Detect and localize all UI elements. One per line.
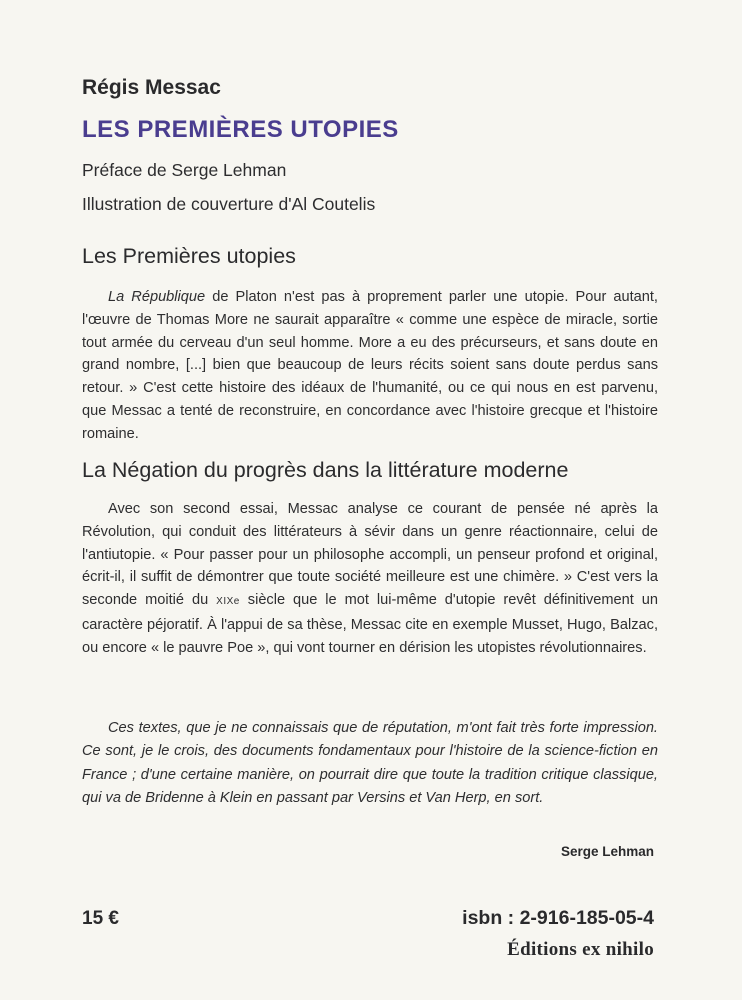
century-numeral: XIXe xyxy=(216,596,240,608)
author-name: Régis Messac xyxy=(82,76,221,99)
section-body-premieres-utopies xyxy=(82,286,658,446)
preface-credit: Préface de Serge Lehman xyxy=(82,160,287,180)
quote-signature: Serge Lehman xyxy=(560,844,654,859)
book-title: LES PREMIÈRES UTOPIES xyxy=(82,116,399,143)
endorsement-quote xyxy=(82,717,658,811)
price-label: 15 € xyxy=(82,908,119,929)
quote-text: Ces textes, que je ne connaissais que de réputation, m'ont fait très forte impression. Ce sont, je le crois, des documents fondamentaux pour l'histoire de la science-fiction en France ; d'une certaine manière, on pourrait dire que toute la tradition critique classique, qui va de Bridenne à Klein en passant par Versins et Van Herp, en sort. xyxy=(82,720,658,807)
publisher-name: Éditions ex nihilo xyxy=(507,939,654,960)
italic-work-title: La République xyxy=(108,289,206,305)
section-body-text-part2: siècle que le mot lui-même d'utopie revêt définitivement un caractère péjoratif. À l'appui de sa thèse, Messac cite en exemple Musset, Hugo, Balzac, ou encore « le pauvre Poe », qui vont tourner en dérision les utopistes révolutionnaires. xyxy=(82,592,658,656)
isbn-label: isbn : 2-916-185-05-4 xyxy=(462,907,654,929)
section-body-text: de Platon n'est pas à proprement parler une utopie. Pour autant, l'œuvre de Thomas More ne saurait apparaître « comme une espèce de miracle, sortie tout armée du cerveau d'un seul homme. More a eu des précurseurs, et sans doute en grand nombre, [...] bien que beaucoup de leurs récits soient sans doute perdus sans retour. » C'est cette histoire des idéaux de l'humanité, ou ce qui nous en est parvenu, que Messac a tenté de reconstruire, en concordance avec l'histoire grecque et l'histoire romaine. xyxy=(82,289,658,442)
section-body-negation-progres xyxy=(82,498,658,660)
section-title-premieres-utopies: Les Premières utopies xyxy=(82,244,296,268)
section-body-text-part1: Avec son second essai, Messac analyse ce courant de pensée né après la Révolution, qui conduit des littérateurs à sévir dans un genre réactionnaire, celui de l'antiutopie. « Pour passer pour un philosophe accompli, un penseur profond et original, écrit-il, il suffit de démontrer que toute société meilleure est une chimère. » C'est vers la seconde moitié du xyxy=(82,501,658,609)
illustration-credit: Illustration de couverture d'Al Coutelis xyxy=(82,194,376,214)
section-title-negation-progres: La Négation du progrès dans la littérature moderne xyxy=(82,458,569,482)
